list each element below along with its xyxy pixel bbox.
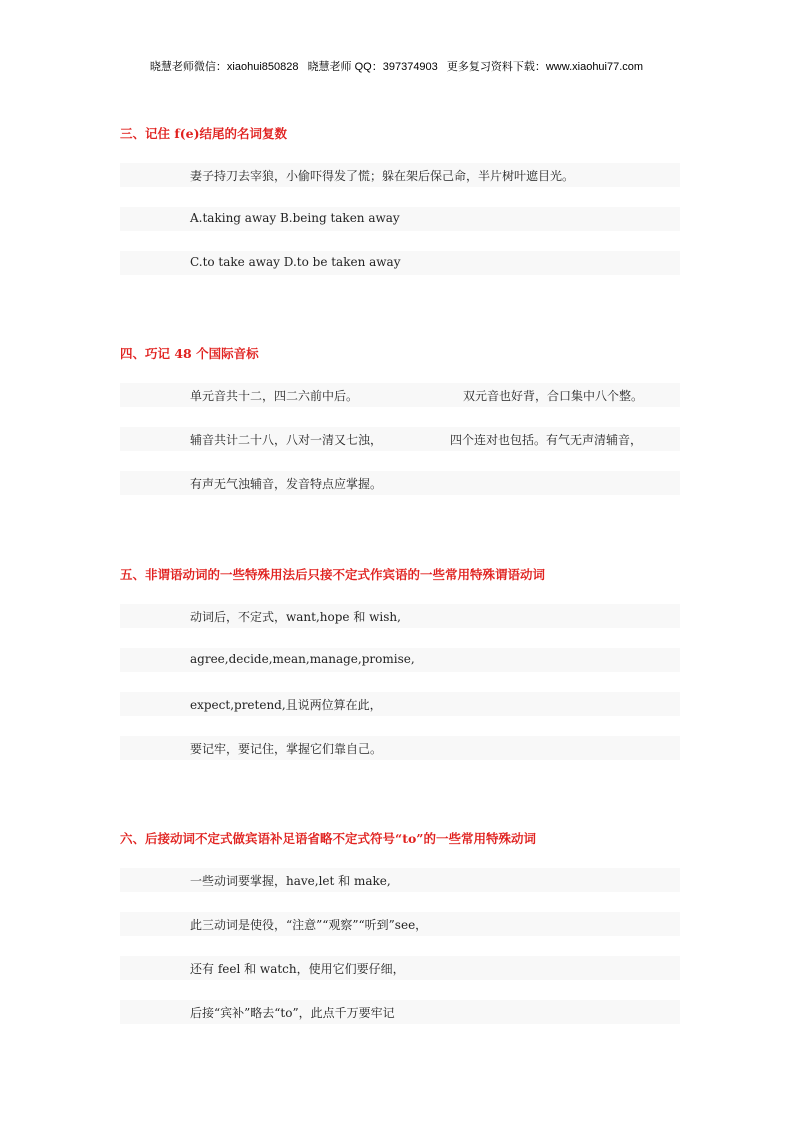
line-text-second: 双元音也好背，合口集中八个整。 (463, 389, 644, 403)
section-title-6: 六、后接动词不定式做宾语补足语省略不定式符号“to”的一些常用特殊动词 (120, 831, 536, 846)
text-line (120, 956, 680, 980)
line-text: expect,pretend,且说两位算在此， (190, 698, 382, 712)
section-title-5: 五、非谓语动词的一些特殊用法后只接不定式作宾语的一些常用特殊谓语动词 (120, 567, 546, 582)
line-text: C.to take away D.to be taken away (190, 255, 401, 269)
text-line (120, 427, 680, 451)
text-line (120, 471, 680, 495)
text-line (120, 912, 680, 936)
header-qq: 晓慧老师 QQ：397374903 (307, 61, 438, 73)
line-text: 后接“宾补”略去“to”，此点千万要牢记 (190, 1006, 395, 1020)
header-download: 更多复习资料下载：www.xiaohui77.com (446, 61, 644, 73)
section-title-3: 三、记住 f(e)结尾的名词复数 (120, 126, 288, 141)
section-title-4: 四、巧记 48 个国际音标 (120, 346, 259, 361)
text-line (120, 163, 680, 187)
text-line (120, 1000, 680, 1024)
line-text: 此三动词是使役，“注意”“观察”“听到”see， (190, 918, 428, 932)
line-text: 有声无气浊辅音，发音特点应掌握。 (190, 477, 383, 491)
line-text: 一些动词要掌握，have,let 和 make, (190, 874, 391, 888)
header-wechat: 晓慧老师微信：xiaohui850828 (149, 61, 299, 73)
line-text: 妻子持刀去宰狼，小偷吓得发了慌；躲在架后保己命，半片树叶遮目光。 (190, 169, 575, 183)
text-line (120, 648, 680, 672)
line-text-second: 四个连对也包括。有气无声清辅音， (450, 433, 643, 447)
line-text: 辅音共计二十八，八对一清又七浊， (190, 433, 383, 447)
text-line (120, 736, 680, 760)
text-line (120, 207, 680, 231)
line-text: A.taking away B.being taken away (190, 211, 400, 225)
line-text: 要记牢，要记住，掌握它们靠自己。 (190, 742, 383, 756)
text-line (120, 604, 680, 628)
page-header (0, 58, 793, 74)
line-text: 单元音共十二，四二六前中后。 (190, 389, 359, 403)
text-line (120, 692, 680, 716)
line-text: agree,decide,mean,manage,promise, (190, 652, 415, 666)
text-line (120, 251, 680, 275)
line-text: 动词后，不定式，want,hope 和 wish, (190, 610, 401, 624)
line-text: 还有 feel 和 watch，使用它们要仔细， (190, 962, 405, 976)
text-line (120, 868, 680, 892)
text-line (120, 383, 680, 407)
